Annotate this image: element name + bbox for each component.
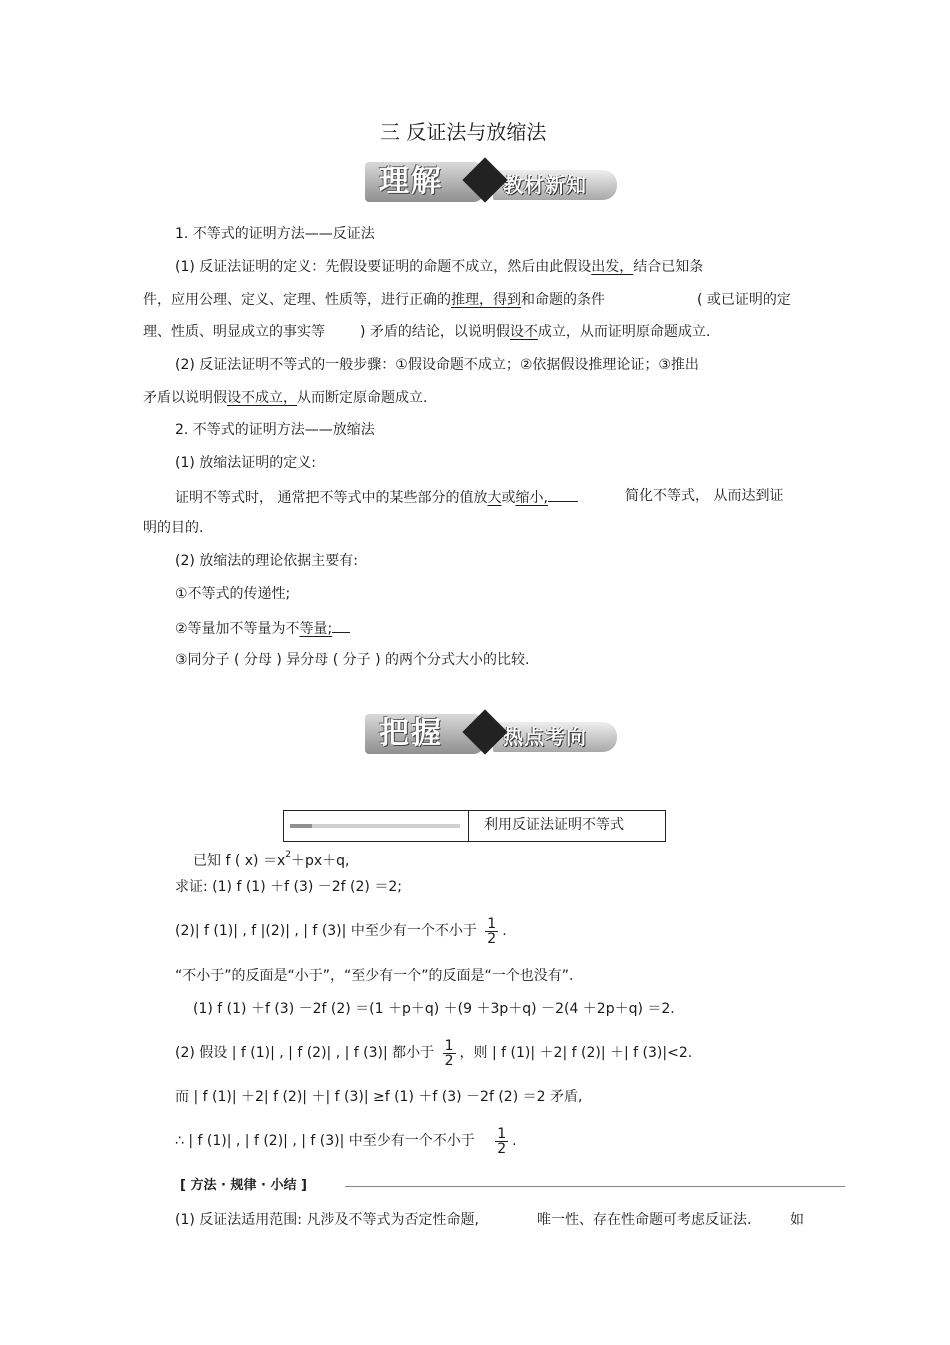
exponent: 2 bbox=[285, 850, 291, 860]
underlined-text: 设不成立， bbox=[227, 390, 297, 406]
text: . bbox=[512, 1133, 517, 1149]
text: 矛盾以说明假 bbox=[143, 390, 227, 406]
underlined-text: 推理， bbox=[451, 292, 493, 308]
topic-label: 利用反证法证明不等式 bbox=[484, 817, 624, 833]
section-1-heading: 1. 不等式的证明方法——反证法 bbox=[175, 226, 375, 242]
banner-right-label: 教材新知 bbox=[493, 170, 617, 200]
text: (2) 假设 | f (1)| , | f (2)| , | f (3)| 都小于 bbox=[175, 1045, 435, 1061]
fraction-one-half bbox=[443, 1039, 456, 1068]
s1-paragraph-1-line-3 bbox=[143, 323, 325, 341]
summary-rule bbox=[345, 1186, 845, 1187]
example-hint: “不小于”的反面是“小于”，“至少有一个”的反面是“一个也没有”. bbox=[175, 968, 574, 984]
solution-3: 而 | f (1)| ＋2| f (2)| ＋| f (3)| ≥f (1) ＋f (3) －2f (2) ＝2 矛盾, bbox=[175, 1089, 583, 1105]
fill-blank bbox=[332, 618, 350, 633]
s1-paragraph-2-line-1: (2) 反证法证明不等式的一般步骤：①假设命题不成立；②依据假设推理论证；③推出 bbox=[175, 357, 699, 373]
summary-heading: [ 方法 · 规律 · 小结 ] bbox=[180, 1178, 307, 1193]
s2-paragraph-2-line-1-tail: 简化不等式， 从而达到证 bbox=[625, 488, 784, 504]
s1-paragraph-1-line-3-tail bbox=[360, 323, 710, 341]
denominator: 2 bbox=[444, 1052, 454, 1069]
summary-paragraph-1: (1) 反证法适用范围: 凡涉及不等式为否定性命题, bbox=[175, 1212, 479, 1228]
topic-bar-graphic bbox=[290, 824, 460, 828]
topic-divider bbox=[468, 811, 469, 841]
text: 理、性质、明显成立的事实等 bbox=[143, 324, 325, 340]
s1-paragraph-1-line-2-tail: ( 或已证明的定 bbox=[697, 292, 791, 308]
fraction-one-half bbox=[495, 1127, 508, 1156]
text: ＋px＋q, bbox=[290, 853, 350, 869]
underlined-text: 等量; bbox=[299, 621, 333, 637]
banner-left-label: 把握 bbox=[365, 714, 485, 754]
section-2-heading: 2. 不等式的证明方法——放缩法 bbox=[175, 422, 375, 438]
text: ∴ | f (1)| , | f (2)| , | f (3)| 中至少有一个不小于 bbox=[175, 1133, 475, 1149]
s2-item-2 bbox=[175, 618, 350, 638]
example-given bbox=[193, 846, 349, 870]
s1-paragraph-1-line-1 bbox=[175, 258, 703, 276]
text: 从而断定原命题成立. bbox=[297, 390, 428, 406]
underlined-text: 大 bbox=[487, 490, 502, 506]
underlined-text: 得到 bbox=[493, 292, 521, 308]
banner-right-label: 热点考向 bbox=[493, 722, 617, 752]
s2-paragraph-2-line-2: 明的目的. bbox=[143, 520, 204, 536]
solution-1: (1) f (1) ＋f (3) －2f (2) ＝(1 ＋p＋q) ＋(9 ＋3p＋q) －2(4 ＋2p＋q) ＝2. bbox=[193, 1001, 675, 1017]
s2-paragraph-1: (1) 放缩法证明的定义: bbox=[175, 455, 316, 471]
summary-paragraph-1-mid: 唯一性、存在性命题可考虑反证法. bbox=[537, 1212, 752, 1228]
solution-4 bbox=[175, 1123, 517, 1159]
underlined-text: 缩小, bbox=[515, 490, 548, 506]
s2-item-1: ①不等式的传递性; bbox=[175, 586, 291, 602]
text: 已知 f ( x) ＝x bbox=[193, 853, 286, 869]
page-title: 三 反证法与放缩法 bbox=[380, 120, 547, 144]
s1-paragraph-2-line-2 bbox=[143, 389, 427, 407]
text: 结合已知条 bbox=[633, 259, 704, 275]
text: 证明不等式时， 通常把不等式中的某些部分的值放 bbox=[175, 490, 488, 506]
banner-left-label: 理解 bbox=[365, 162, 485, 202]
text: (2)| f (1)| , f |(2)| , | f (3)| 中至少有一个不小于 bbox=[175, 923, 477, 939]
numerator: 1 bbox=[487, 915, 497, 932]
example-prove-1: 求证: (1) f (1) ＋f (3) －2f (2) ＝2; bbox=[175, 879, 402, 895]
s1-paragraph-1-line-2 bbox=[143, 291, 605, 309]
text: 和命题的条件 bbox=[521, 292, 605, 308]
text: ) 矛盾的结论，以说明假 bbox=[360, 324, 510, 340]
text: ②等量加不等量为不 bbox=[175, 621, 300, 637]
summary-paragraph-1-end: 如 bbox=[790, 1212, 804, 1228]
example-prove-2 bbox=[175, 913, 507, 949]
topic-bar-highlight bbox=[290, 824, 312, 828]
denominator: 2 bbox=[497, 1140, 507, 1157]
text: (1) 反证法证明的定义：先假设要证明的命题不成立，然后由此假设 bbox=[175, 259, 592, 275]
text: ，则 | f (1)| ＋2| f (2)| ＋| f (3)|<2. bbox=[459, 1045, 693, 1061]
text: 或 bbox=[501, 490, 516, 506]
text: 件，应用公理、定义、定理、性质等，进行正确的 bbox=[143, 292, 451, 308]
fraction-one-half bbox=[485, 917, 498, 946]
underlined-text: 出发， bbox=[591, 259, 634, 275]
topic-box bbox=[283, 810, 666, 842]
numerator: 1 bbox=[497, 1125, 507, 1142]
text: 成立，从而证明原命题成立. bbox=[537, 324, 711, 340]
denominator: 2 bbox=[487, 930, 497, 947]
underlined-text: 设不 bbox=[509, 324, 538, 340]
fill-blank bbox=[548, 487, 578, 502]
s2-paragraph-3: (2) 放缩法的理论依据主要有: bbox=[175, 553, 358, 569]
text: . bbox=[502, 923, 507, 939]
numerator: 1 bbox=[444, 1037, 454, 1054]
s2-paragraph-2-line-1 bbox=[175, 487, 578, 507]
solution-2 bbox=[175, 1035, 692, 1071]
s2-item-3: ③同分子 ( 分母 ) 异分母 ( 分子 ) 的两个分式大小的比较. bbox=[175, 652, 530, 668]
